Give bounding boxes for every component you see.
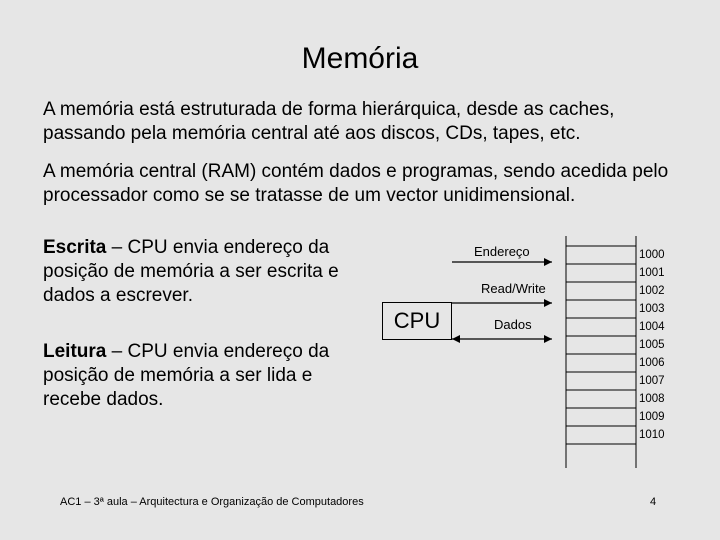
signal-readwrite-label: Read/Write	[481, 281, 546, 296]
memory-address-label: 1003	[639, 303, 665, 315]
footer-text: AC1 – 3ª aula – Arquitectura e Organização de Computadores	[60, 496, 364, 508]
address-arrowhead	[544, 258, 552, 266]
memory-block	[566, 236, 636, 468]
write-term: Escrita	[43, 237, 107, 258]
read-term: Leitura	[43, 341, 107, 362]
page-number: 4	[650, 496, 657, 508]
paragraph-memory-hierarchy: A memória está estruturada de forma hierárquica, desde as caches, passando pela memória central até aos discos, CDs, tapes, etc.	[43, 99, 615, 144]
read-text: – CPU envia endereço da posição de memória a ser lida e recebe dados.	[43, 341, 330, 410]
memory-address-label: 1010	[639, 429, 665, 441]
memory-address-label: 1009	[639, 411, 665, 423]
memory-address-label: 1004	[639, 321, 665, 333]
data-arrowhead-left	[452, 335, 460, 343]
write-text: – CPU envia endereço da posição de memória a ser escrita e dados a escrever.	[43, 237, 339, 306]
memory-address-label: 1007	[639, 375, 665, 387]
paragraph-ram: A memória central (RAM) contém dados e programas, sendo acedida pelo processador como se se tratasse de um vector unidimensional.	[43, 161, 669, 206]
memory-address-label: 1002	[639, 285, 665, 297]
signal-address-label: Endereço	[474, 244, 530, 259]
slide-title: Memória	[301, 42, 419, 75]
memory-address-label: 1008	[639, 393, 665, 405]
memory-address-label: 1001	[639, 267, 665, 279]
memory-address-label: 1000	[639, 249, 665, 261]
signal-data-label: Dados	[494, 317, 532, 332]
data-arrowhead-right	[544, 335, 552, 343]
memory-address-label: 1006	[639, 357, 665, 369]
memory-address-label: 1005	[639, 339, 665, 351]
readwrite-arrowhead	[544, 299, 552, 307]
cpu-box: CPU	[382, 302, 452, 340]
